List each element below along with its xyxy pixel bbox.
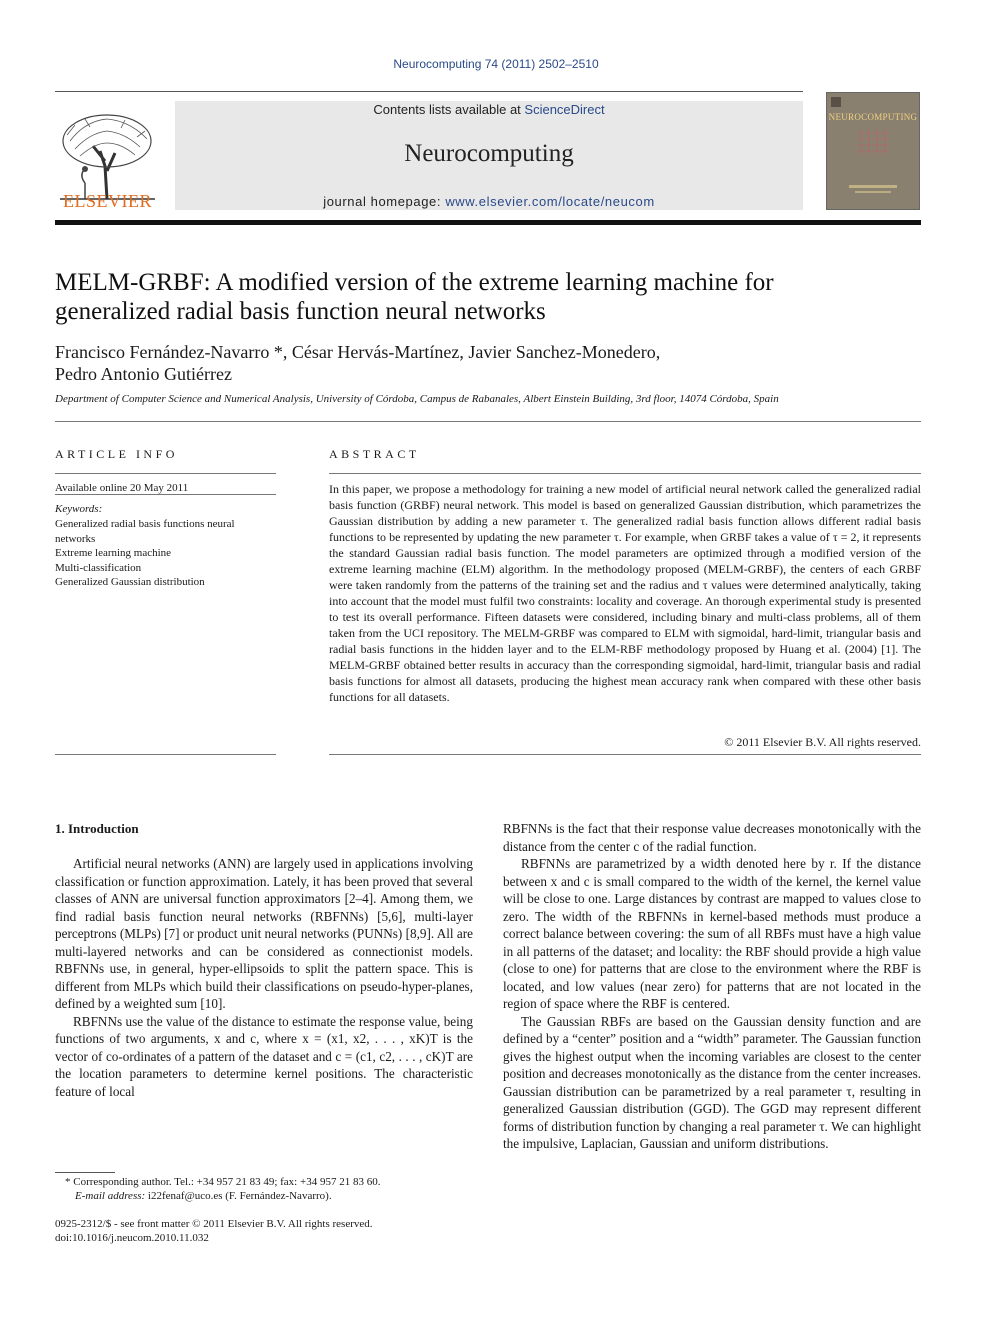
intro-paragraph-1: Artificial neural networks (ANN) are largely used in applications involving classification or function approximation. Lately, it has been proved that several classes of ANN are universal function approximators [2–4]. Among them, we find radial basis function neural networks (RBFNNs) [5,6], multi-layer perceptrons (MLPs) [7] or product unit neural networks (PUNNs) [8,9]. All are multi-layered networks and can be considered as connectionist models. RBFNNs use, in general, hyper-ellipsoids to split the pattern space. This is different from MLPs which build their classifications on pseudo-hyper-planes, defined by a weighted sum [10]. (55, 856, 473, 1011)
abstract-rule-top (329, 473, 921, 474)
doi-line[interactable]: doi:10.1016/j.neucom.2010.11.032 (55, 1232, 209, 1244)
title-line-1: MELM-GRBF: A modified version of the extreme learning machine for (55, 269, 774, 296)
abstract-text: In this paper, we propose a methodology for training a new model of artificial neural network called the generalized radial basis function (GRBF) neural network. This model is based on generalized Gaussian distribution, which parametrizes the Gaussian distribution by adding a new parameter τ. The generalized radial basis function allows different radial basis functions to be represented by updating the new parameter τ. For example, when GRBF takes a value of τ = 2, it represents the standard Gaussian radial basis function. The model parameters are optimized through a modified version of the extreme learning machine (ELM) algorithm. In the methodology proposed (MELM-GRBF), the centers of each GRBF were taken randomly from the patterns of the training set and the radius and τ values were determined analytically, taking into account that the model must fulfil two constraints: locality and coverage. An thorough experimental study is presented to test its overall performance. Fifteen datasets were considered, including binary and multi-class problems, all of them taken from the UCI repository. The MELM-GRBF was compared to ELM with sigmoidal, hard-limit, triangular basis and radial basis functions in the hidden layer and to the ELM-RBF methodology proposed by Huang et al. (2004) [1]. The MELM-GRBF obtained better results in accuracy than the corresponding sigmoidal, hard-limit, triangular basis and radial basis functions for almost all datasets, producing the highest mean accuracy rank when compared with these other basis functions for all datasets. (329, 482, 921, 704)
corresponding-author-note: * Corresponding author. Tel.: +34 957 21 83 49; fax: +34 957 21 83 60. (65, 1176, 381, 1188)
cover-title: NEUROCOMPUTING (828, 112, 918, 122)
right-column (503, 820, 921, 1153)
front-matter (55, 1217, 473, 1245)
title-line-2: generalized radial basis function neural networks (55, 298, 546, 325)
article-info-rule-bottom (55, 754, 276, 755)
issn-line: 0925-2312/$ - see front matter © 2011 Elsevier B.V. All rights reserved. (55, 1218, 373, 1230)
intro-paragraph-5: The Gaussian RBFs are based on the Gaussian density function and are defined by a “center” position and a “width” parameter. The Gaussian function gives the highest output when the incoming variables are closest to the center position and decreases monotonically as the distance from the center increases. Gaussian distribution can be parametrized by a real parameter τ, resulting in generalized Gaussian distribution (GGD). The GGD may represent different forms of distribution function by changing a real parameter τ. We can highlight the impulsive, Laplacian, Gaussian and uniform distributions. (503, 1013, 921, 1151)
contents-line (175, 102, 803, 117)
affiliation: Department of Computer Science and Numerical Analysis, University of Córdoba, Campus de Rabanales, Albert Einstein Building, 3rd floor, 14074 Córdoba, Spain (55, 393, 779, 405)
homepage-prefix: journal homepage: (323, 194, 446, 209)
footnote (55, 1175, 473, 1203)
cover-pattern (827, 93, 919, 209)
journal-citation[interactable]: Neurocomputing 74 (2011) 2502–2510 (393, 57, 599, 71)
journal-cover-image (826, 92, 920, 210)
homepage-line (175, 194, 803, 209)
keywords-list (55, 517, 276, 590)
intro-paragraph-4: RBFNNs are parametrized by a width denoted here by r. If the distance between x and c is small compared to the width of the kernel, the kernel value will be close to one. Large distances by contrast are mapped to values close to zero. The width of the RBFNNs in kernel-based methods must produce a correct balance between covering: the sum of all RBFs must have a high value in all patterns of the dataset; and locality: the RBF should provide a high value (close to one) for patterns that are close to the environment where the RBF is located, and low values (near zero) for patterns that are not located in the region of space where the RBF is centered. (503, 856, 921, 1011)
abstract-rule-bottom (329, 754, 921, 755)
journal-name: Neurocomputing (404, 140, 574, 167)
authors-line-1[interactable]: Francisco Fernández-Navarro *, César Hervás-Martínez, Javier Sanchez-Monedero, (55, 342, 661, 362)
intro-paragraph-2: RBFNNs use the value of the distance to estimate the response value, being functions of two arguments, x and c, where x = (x1, x2, . . . , xK)T is the vector of co-ordinates of a pattern of the dataset and c = (c1, c2, . . . , cK)T are the location parameters to determine kernel positions. The characteristic feature of local (55, 1013, 473, 1099)
email-note (55, 1189, 473, 1203)
article-info-rule-mid (55, 494, 276, 495)
keywords-label: Keywords: (55, 503, 103, 515)
email-address[interactable]: i22fenaf@uco.es (F. Fernández-Navarro). (147, 1190, 332, 1202)
intro-paragraph-3: RBFNNs is the fact that their response value decreases monotonically with the distance from the center c of the radial function. (503, 821, 921, 854)
footnote-rule (55, 1172, 115, 1173)
keyword-item: Extreme learning machine (55, 547, 172, 559)
article-title (55, 268, 921, 326)
authors-line-2[interactable]: Pedro Antonio Gutiérrez (55, 364, 232, 384)
sciencedirect-link[interactable]: ScienceDirect (524, 102, 605, 117)
header-rule (55, 91, 803, 92)
publisher-wordmark: ELSEVIER (63, 191, 152, 211)
author-list (55, 341, 921, 385)
left-column (55, 855, 473, 1100)
abstract-heading: ABSTRACT (329, 447, 420, 461)
keyword-item: Multi-classification (55, 561, 142, 574)
contents-prefix: Contents lists available at (373, 102, 525, 117)
email-label: E-mail address: (75, 1190, 148, 1202)
keyword-item: Generalized radial basis functions neural networks (55, 518, 235, 545)
article-info-rule-top (55, 473, 276, 474)
header-thick-rule (55, 220, 921, 225)
keyword-item: Generalized Gaussian distribution (55, 576, 205, 588)
section-title-introduction: 1. Introduction (55, 821, 139, 836)
title-separator (55, 421, 921, 422)
abstract-copyright: © 2011 Elsevier B.V. All rights reserved. (724, 735, 921, 749)
article-info-heading: ARTICLE INFO (55, 447, 178, 461)
available-online: Available online 20 May 2011 (55, 482, 189, 494)
homepage-link[interactable]: www.elsevier.com/locate/neucom (445, 194, 655, 209)
